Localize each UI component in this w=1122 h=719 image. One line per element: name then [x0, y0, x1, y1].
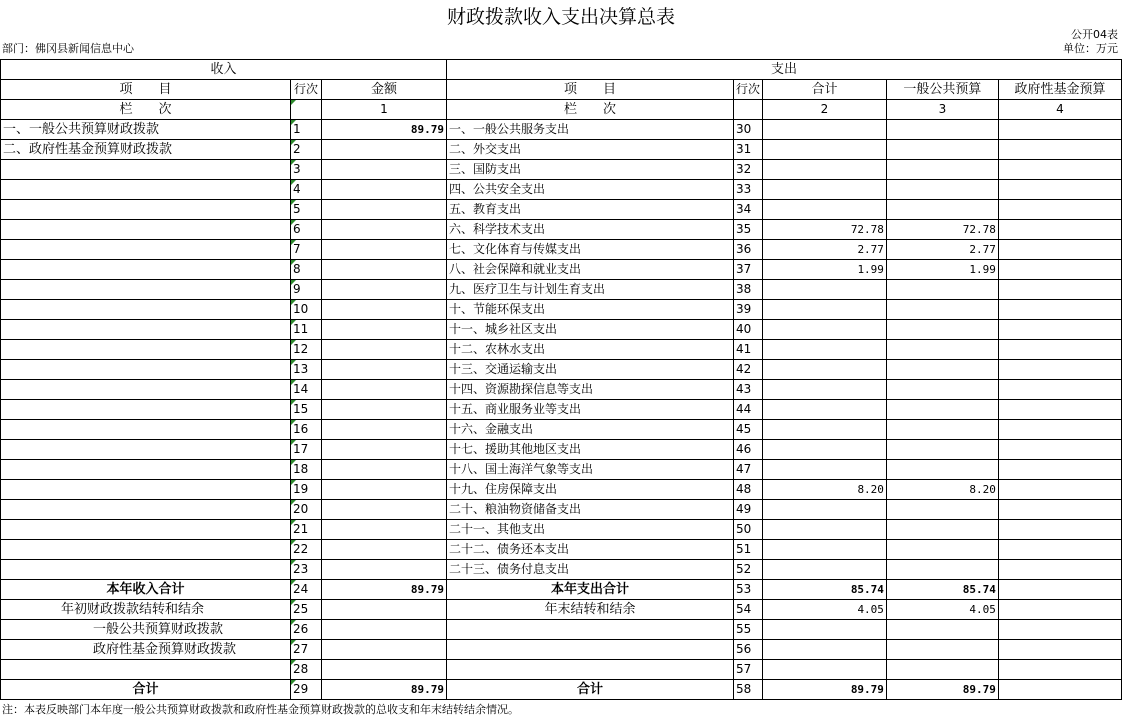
table-row: [1, 480, 1122, 500]
expense-row-no-cell: 45: [733, 420, 762, 440]
expense-total-cell: [762, 120, 886, 140]
expense-general-cell: [886, 380, 998, 400]
income-amount-cell: [321, 140, 446, 160]
blank-row: [1, 660, 1122, 680]
income-amount-cell: [321, 480, 446, 500]
year-income-total-label: 本年收入合计: [1, 580, 291, 600]
expense-row-no-cell: 50: [733, 520, 762, 540]
year-expense-general-amount: 85.74: [886, 580, 998, 600]
income-amount-cell: [321, 460, 446, 480]
table-row: [1, 200, 1122, 220]
blank-in-amount: [321, 660, 446, 680]
carry-in-fund-row-no: 27: [290, 640, 321, 660]
expense-general-cell: [886, 360, 998, 380]
report-title: 财政拨款收入支出决算总表: [446, 6, 675, 28]
carry-fund-row: [1, 640, 1122, 660]
grand-expense-row-no: 58: [733, 680, 762, 700]
income-row-no-cell: 2: [290, 140, 321, 160]
expense-fund-cell: [998, 520, 1121, 540]
income-row-no-cell: 18: [290, 460, 321, 480]
expense-total-cell: [762, 180, 886, 200]
income-amount-cell: [321, 500, 446, 520]
income-row-no-cell: 23: [290, 560, 321, 580]
table-row: [1, 520, 1122, 540]
expense-row-no-cell: 38: [733, 280, 762, 300]
blank-in-row-no: 28: [290, 660, 321, 680]
expense-fund-cell: [998, 200, 1121, 220]
expense-total-cell: [762, 140, 886, 160]
income-lanci: 栏 次: [1, 100, 291, 120]
expense-item-cell: 八、社会保障和就业支出: [446, 260, 733, 280]
income-row-no-cell: 12: [290, 340, 321, 360]
blank-ex-total: [762, 660, 886, 680]
expense-item-cell: 九、医疗卫生与计划生育支出: [446, 280, 733, 300]
income-item-cell: 一、一般公共预算财政拨款: [1, 120, 291, 140]
carry-out-total: 4.05: [762, 600, 886, 620]
expense-row-no-cell: 51: [733, 540, 762, 560]
income-item-cell: [1, 200, 291, 220]
table-row: [1, 240, 1122, 260]
expense-general-cell: [886, 540, 998, 560]
income-row-no-cell: 9: [290, 280, 321, 300]
expense-row-no-cell: 42: [733, 360, 762, 380]
year-income-row-no: 24: [290, 580, 321, 600]
table-row: [1, 340, 1122, 360]
expense-row-no-cell: 32: [733, 160, 762, 180]
expense-total-cell: [762, 400, 886, 420]
income-row-no-cell: 5: [290, 200, 321, 220]
header-row-columns: [1, 80, 1122, 100]
income-item-cell: [1, 480, 291, 500]
expense-fund-cell: [998, 540, 1121, 560]
expense-fund-cell: [998, 440, 1121, 460]
expense-general-header: 一般公共预算: [886, 80, 998, 100]
expense-general-cell: [886, 520, 998, 540]
income-amount-cell: [321, 360, 446, 380]
carry-in-amount: [321, 600, 446, 620]
grand-expense-fund: [998, 680, 1121, 700]
expense-row-no-cell: 49: [733, 500, 762, 520]
expense-item-cell: 六、科学技术支出: [446, 220, 733, 240]
expense-fund-cell: [998, 560, 1121, 580]
expense-fund-cell: [998, 260, 1121, 280]
year-expense-fund-amount: [998, 580, 1121, 600]
income-item-cell: [1, 160, 291, 180]
expense-total-cell: [762, 200, 886, 220]
expense-general-cell: [886, 180, 998, 200]
income-amount-cell: [321, 380, 446, 400]
income-row-no-cell: 13: [290, 360, 321, 380]
income-lanci-no: [290, 100, 321, 120]
grand-expense-label: 合计: [446, 680, 733, 700]
expense-general-cell: [886, 440, 998, 460]
expense-item-cell: 十九、住房保障支出: [446, 480, 733, 500]
income-item-cell: [1, 540, 291, 560]
income-row-no-cell: 10: [290, 300, 321, 320]
expense-row-no-cell: 34: [733, 200, 762, 220]
carry-in-general-row-no: 26: [290, 620, 321, 640]
income-row-no-cell: 20: [290, 500, 321, 520]
table-row: [1, 540, 1122, 560]
expense-row-no-cell: 30: [733, 120, 762, 140]
expense-row-no-cell: 43: [733, 380, 762, 400]
income-item-cell: [1, 320, 291, 340]
income-item-cell: [1, 380, 291, 400]
expense-fund-cell: [998, 340, 1121, 360]
year-expense-row-no: 53: [733, 580, 762, 600]
expense-item-cell: 十六、金融支出: [446, 420, 733, 440]
income-amount-cell: [321, 420, 446, 440]
expense-total-cell: [762, 420, 886, 440]
carry-general-ex-general: [886, 620, 998, 640]
table-row: [1, 320, 1122, 340]
header-row-section: [1, 60, 1122, 80]
year-income-amount: 89.79: [321, 580, 446, 600]
carry-out-label: 年末结转和结余: [446, 600, 733, 620]
carry-general-row: [1, 620, 1122, 640]
carry-out-general: 4.05: [886, 600, 998, 620]
expense-general-cell: [886, 280, 998, 300]
form-number: 公开04表: [1071, 28, 1118, 41]
expense-row-no-cell: 44: [733, 400, 762, 420]
expense-general-cell: [886, 560, 998, 580]
expense-total-cell: 2.77: [762, 240, 886, 260]
expense-section-header: 支出: [446, 60, 1121, 80]
expense-general-cell: [886, 340, 998, 360]
carry-general-ex-fund: [998, 620, 1121, 640]
expense-fund-cell: [998, 420, 1121, 440]
expense-item-cell: 十八、国土海洋气象等支出: [446, 460, 733, 480]
income-row-no-cell: 15: [290, 400, 321, 420]
income-item-cell: [1, 520, 291, 540]
income-amount-cell: [321, 540, 446, 560]
expense-item-cell: 十七、援助其他地区支出: [446, 440, 733, 460]
col-3-label: 3: [886, 100, 998, 120]
expense-item-cell: 十、节能环保支出: [446, 300, 733, 320]
income-row-no-cell: 7: [290, 240, 321, 260]
expense-item-cell: 二十三、债务付息支出: [446, 560, 733, 580]
income-amount-cell: [321, 300, 446, 320]
income-amount-cell: [321, 160, 446, 180]
budget-summary-table: [0, 59, 1122, 700]
expense-total-cell: [762, 280, 886, 300]
expense-general-cell: [886, 400, 998, 420]
income-item-cell: [1, 400, 291, 420]
expense-total-cell: [762, 440, 886, 460]
expense-total-header: 合计: [762, 80, 886, 100]
income-item-cell: [1, 240, 291, 260]
table-row: [1, 380, 1122, 400]
income-row-no-header: 行次: [290, 80, 321, 100]
blank-ex-item: [446, 660, 733, 680]
carry-row: [1, 600, 1122, 620]
expense-total-cell: [762, 360, 886, 380]
expense-row-no-cell: 47: [733, 460, 762, 480]
expense-item-cell: 二十、粮油物资储备支出: [446, 500, 733, 520]
table-row: [1, 460, 1122, 480]
expense-item-cell: 三、国防支出: [446, 160, 733, 180]
carry-in-general-label: 一般公共预算财政拨款: [1, 620, 291, 640]
expense-lanci-no: [733, 100, 762, 120]
carry-in-general-amount: [321, 620, 446, 640]
expense-fund-cell: [998, 140, 1121, 160]
blank-ex-row-no: 57: [733, 660, 762, 680]
expense-fund-cell: [998, 220, 1121, 240]
income-row-no-cell: 1: [290, 120, 321, 140]
table-row: [1, 560, 1122, 580]
expense-total-cell: [762, 460, 886, 480]
expense-row-no-cell: 33: [733, 180, 762, 200]
col-4-label: 4: [998, 100, 1121, 120]
income-item-cell: [1, 560, 291, 580]
expense-general-cell: [886, 420, 998, 440]
grand-expense-total: 89.79: [762, 680, 886, 700]
expense-item-cell: 二十一、其他支出: [446, 520, 733, 540]
income-amount-cell: [321, 200, 446, 220]
expense-fund-cell: [998, 160, 1121, 180]
expense-total-cell: 72.78: [762, 220, 886, 240]
expense-row-no-cell: 35: [733, 220, 762, 240]
expense-lanci: 栏 次: [446, 100, 733, 120]
table-row: [1, 360, 1122, 380]
department-label: 部门：佛冈县新闻信息中心: [2, 42, 134, 55]
unit-label: 单位：万元: [1063, 42, 1118, 55]
carry-in-label: 年初财政拨款结转和结余: [1, 600, 291, 620]
table-row: [1, 120, 1122, 140]
income-amount-cell: [321, 180, 446, 200]
table-row: [1, 140, 1122, 160]
expense-general-cell: 2.77: [886, 240, 998, 260]
income-item-cell: [1, 280, 291, 300]
expense-row-no-cell: 37: [733, 260, 762, 280]
header-row-lanci: [1, 100, 1122, 120]
carry-fund-ex-general: [886, 640, 998, 660]
income-row-no-cell: 6: [290, 220, 321, 240]
income-amount-cell: 89.79: [321, 120, 446, 140]
year-expense-total-amount: 85.74: [762, 580, 886, 600]
expense-row-no-cell: 40: [733, 320, 762, 340]
grand-income-label: 合计: [1, 680, 291, 700]
expense-fund-cell: [998, 180, 1121, 200]
expense-row-no-cell: 36: [733, 240, 762, 260]
expense-general-cell: [886, 120, 998, 140]
expense-fund-cell: [998, 500, 1121, 520]
income-amount-cell: [321, 240, 446, 260]
income-row-no-cell: 14: [290, 380, 321, 400]
col-1-label: 1: [321, 100, 446, 120]
carry-general-ex-total: [762, 620, 886, 640]
expense-fund-cell: [998, 280, 1121, 300]
income-amount-cell: [321, 440, 446, 460]
expense-general-cell: [886, 160, 998, 180]
expense-general-cell: [886, 460, 998, 480]
expense-row-no-cell: 52: [733, 560, 762, 580]
table-row: [1, 220, 1122, 240]
expense-total-cell: 1.99: [762, 260, 886, 280]
table-row: [1, 280, 1122, 300]
expense-fund-cell: [998, 360, 1121, 380]
expense-item-cell: 二、外交支出: [446, 140, 733, 160]
carry-fund-ex-no: 56: [733, 640, 762, 660]
expense-item-cell: 四、公共安全支出: [446, 180, 733, 200]
income-item-cell: [1, 340, 291, 360]
expense-total-cell: 8.20: [762, 480, 886, 500]
income-row-no-cell: 19: [290, 480, 321, 500]
expense-item-cell: 五、教育支出: [446, 200, 733, 220]
income-item-header: 项 目: [1, 80, 291, 100]
carry-fund-ex-item: [446, 640, 733, 660]
expense-fund-cell: [998, 120, 1121, 140]
expense-item-cell: 十五、商业服务业等支出: [446, 400, 733, 420]
expense-item-cell: 十四、资源勘探信息等支出: [446, 380, 733, 400]
carry-general-ex-no: 55: [733, 620, 762, 640]
col-2-label: 2: [762, 100, 886, 120]
expense-row-no-cell: 41: [733, 340, 762, 360]
income-item-cell: [1, 440, 291, 460]
blank-ex-general: [886, 660, 998, 680]
expense-general-cell: [886, 320, 998, 340]
grand-total-row: [1, 680, 1122, 700]
table-row: [1, 160, 1122, 180]
expense-item-cell: 十二、农林水支出: [446, 340, 733, 360]
income-row-no-cell: 3: [290, 160, 321, 180]
expense-fund-cell: [998, 400, 1121, 420]
expense-general-cell: [886, 140, 998, 160]
table-row: [1, 300, 1122, 320]
income-amount-cell: [321, 400, 446, 420]
expense-total-cell: [762, 380, 886, 400]
income-row-no-cell: 21: [290, 520, 321, 540]
expense-fund-cell: [998, 320, 1121, 340]
income-item-cell: [1, 500, 291, 520]
income-amount-cell: [321, 260, 446, 280]
carry-fund-ex-total: [762, 640, 886, 660]
expense-general-cell: 72.78: [886, 220, 998, 240]
expense-fund-cell: [998, 300, 1121, 320]
carry-out-row-no: 54: [733, 600, 762, 620]
income-amount-cell: [321, 340, 446, 360]
expense-general-cell: [886, 500, 998, 520]
income-amount-cell: [321, 320, 446, 340]
blank-in-item: [1, 660, 291, 680]
carry-fund-ex-fund: [998, 640, 1121, 660]
income-amount-header: 金额: [321, 80, 446, 100]
table-row: [1, 180, 1122, 200]
table-row: [1, 400, 1122, 420]
income-section-header: 收入: [1, 60, 447, 80]
expense-total-cell: [762, 560, 886, 580]
expense-fund-cell: [998, 460, 1121, 480]
carry-in-fund-label: 政府性基金预算财政拨款: [1, 640, 291, 660]
expense-total-cell: [762, 300, 886, 320]
income-amount-cell: [321, 280, 446, 300]
table-row: [1, 500, 1122, 520]
expense-fund-header: 政府性基金预算: [998, 80, 1121, 100]
income-item-cell: [1, 220, 291, 240]
expense-row-no-cell: 31: [733, 140, 762, 160]
income-item-cell: [1, 300, 291, 320]
expense-fund-cell: [998, 480, 1121, 500]
expense-total-cell: [762, 540, 886, 560]
expense-general-cell: [886, 300, 998, 320]
carry-in-row-no: 25: [290, 600, 321, 620]
income-row-no-cell: 11: [290, 320, 321, 340]
income-row-no-cell: 8: [290, 260, 321, 280]
table-row: [1, 420, 1122, 440]
year-expense-total-label: 本年支出合计: [446, 580, 733, 600]
expense-total-cell: [762, 160, 886, 180]
income-row-no-cell: 4: [290, 180, 321, 200]
grand-income-amount: 89.79: [321, 680, 446, 700]
carry-general-ex-item: [446, 620, 733, 640]
income-row-no-cell: 16: [290, 420, 321, 440]
income-row-no-cell: 17: [290, 440, 321, 460]
expense-item-header: 项 目: [446, 80, 733, 100]
income-amount-cell: [321, 220, 446, 240]
income-item-cell: [1, 460, 291, 480]
expense-row-no-header: 行次: [733, 80, 762, 100]
expense-fund-cell: [998, 380, 1121, 400]
expense-row-no-cell: 46: [733, 440, 762, 460]
year-total-row: [1, 580, 1122, 600]
expense-row-no-cell: 48: [733, 480, 762, 500]
expense-fund-cell: [998, 240, 1121, 260]
grand-income-row-no: 29: [290, 680, 321, 700]
expense-total-cell: [762, 520, 886, 540]
income-amount-cell: [321, 520, 446, 540]
expense-item-cell: 一、一般公共服务支出: [446, 120, 733, 140]
income-item-cell: [1, 180, 291, 200]
income-item-cell: [1, 360, 291, 380]
carry-out-fund: [998, 600, 1121, 620]
blank-ex-fund: [998, 660, 1121, 680]
expense-item-cell: 七、文化体育与传媒支出: [446, 240, 733, 260]
expense-total-cell: [762, 340, 886, 360]
carry-in-fund-amount: [321, 640, 446, 660]
income-item-cell: [1, 260, 291, 280]
income-row-no-cell: 22: [290, 540, 321, 560]
footnote: 注：本表反映部门本年度一般公共预算财政拨款和政府性基金预算财政拨款的总收支和年末结转结余情况。: [2, 703, 519, 716]
expense-total-cell: [762, 500, 886, 520]
grand-expense-general: 89.79: [886, 680, 998, 700]
expense-total-cell: [762, 320, 886, 340]
income-item-cell: 二、政府性基金预算财政拨款: [1, 140, 291, 160]
expense-general-cell: 1.99: [886, 260, 998, 280]
expense-row-no-cell: 39: [733, 300, 762, 320]
expense-general-cell: 8.20: [886, 480, 998, 500]
table-row: [1, 440, 1122, 460]
table-row: [1, 260, 1122, 280]
expense-item-cell: 二十二、债务还本支出: [446, 540, 733, 560]
expense-item-cell: 十一、城乡社区支出: [446, 320, 733, 340]
expense-general-cell: [886, 200, 998, 220]
expense-item-cell: 十三、交通运输支出: [446, 360, 733, 380]
income-item-cell: [1, 420, 291, 440]
income-amount-cell: [321, 560, 446, 580]
